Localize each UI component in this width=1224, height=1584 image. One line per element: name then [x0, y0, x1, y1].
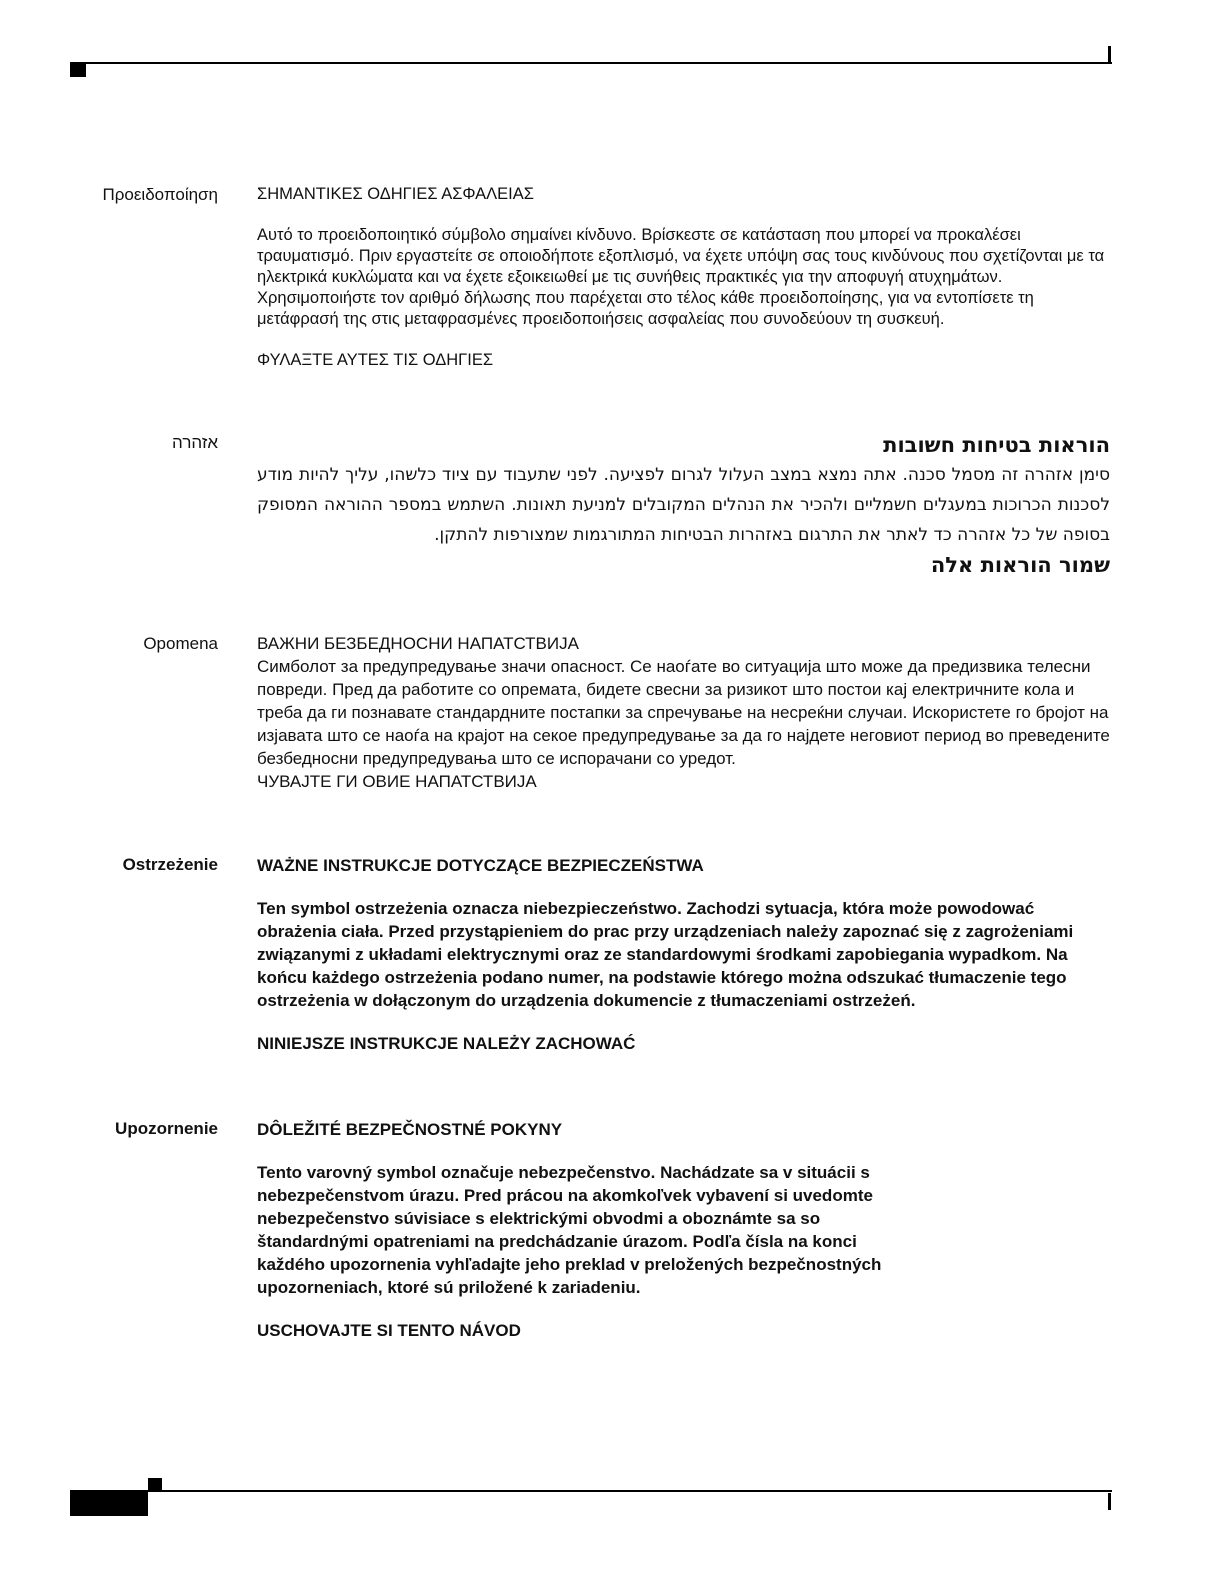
- section-body: Αυτό το προειδοποιητικό σύμβολο σημαίνει κίνδυνο. Βρίσκεστε σε κατάσταση που μπορεί να προκαλέσει τραυματισμό. Πριν εργαστείτε σε οποιοδήποτε εξοπλισμό, να έχετε υπόψη σας τους κινδύνους που σχετίζονται με τα ηλεκτρικά κυκλώματα και να έχετε εξοικειωθεί με τις συνήθεις πρακτικές για την αποφυγή ατυχημάτων. Χρησιμοποιήστε τον αριθμό δήλωσης που παρέχεται στο τέλος κάθε προειδοποίησης, για να εντοπίσετε τη μετάφρασή της στις μεταφρασμένες προειδοποιήσεις ασφαλείας που συνοδεύουν τη συσκευή.: [257, 226, 1105, 328]
- section-body: Симболот за предупредување значи опасност. Се наоѓате во ситуација што може да предизвика телесни повреди. Пред да работите со опремата, бидете свесни за ризикот што постои кај електричните кола и треба да ги познавате стандардните постапки за спречување на несреќни случаи. Искористете го бројот на изјавата што се наоѓа на крајот на секое предупредување за да го најдете неговиот период во преведените безбедносни предупредувања што се испорачани со уредот.: [257, 657, 1110, 768]
- section-label: אזהרה: [172, 433, 218, 452]
- section-footer: NINIEJSZE INSTRUKCJE NALEŻY ZACHOWAĆ: [257, 1034, 636, 1053]
- section-footer: ЧУВАЈТЕ ГИ ОВИЕ НАПАТСТВИЈА: [257, 772, 537, 791]
- section-content: [257, 854, 1110, 1055]
- section-title: DÔLEŽITÉ BEZPEČNOSTNÉ POKYNY: [257, 1120, 563, 1139]
- section-content: [257, 632, 1110, 793]
- footer-right-tick: [1108, 1493, 1111, 1510]
- section-label: Προειδοποίηση: [102, 185, 218, 204]
- section-content: [257, 430, 1110, 580]
- section-title: WAŻNE INSTRUKCJE DOTYCZĄCE BEZPIECZEŃSTWA: [257, 856, 704, 875]
- footer-left-mark: [148, 1478, 162, 1490]
- warning-section-hebrew: [70, 430, 1110, 600]
- warning-section-greek: [70, 184, 1110, 404]
- warning-section-macedonian: [70, 632, 1110, 822]
- section-footer: USCHOVAJTE SI TENTO NÁVOD: [257, 1321, 521, 1340]
- header-right-tick: [1108, 46, 1111, 64]
- section-content: [257, 184, 1110, 371]
- section-title: הוראות בטיחות חשובות: [883, 433, 1110, 457]
- section-label: Ostrzeżenie: [122, 855, 218, 874]
- header-rule: [70, 62, 1112, 64]
- section-footer: שמור הוראות אלה: [930, 553, 1110, 577]
- section-label: Opomena: [143, 634, 218, 653]
- footer-rule: [148, 1490, 1112, 1492]
- section-title: ВАЖНИ БЕЗБЕДНОСНИ НАПАТСТВИЈА: [257, 634, 579, 653]
- section-body: Tento varovný symbol označuje nebezpečenstvo. Nachádzate sa v situácii s nebezpečenstvom úrazu. Pred prácou na akomkoľvek vybavení si uvedomte nebezpečenstvo súvisiace s elektrickými obvodmi a oboznámte sa so štandardnými opatreniami na predchádzanie úrazom. Podľa čísla na konci každého upozornenia vyhľadajte jeho preklad v preložených bezpečnostných upozorneniach, ktoré sú priložené k zariadeniu.: [257, 1163, 882, 1297]
- section-title: ΣΗΜΑΝΤΙΚΕΣ ΟΔΗΓΙΕΣ ΑΣΦΑΛΕΙΑΣ: [257, 185, 534, 203]
- section-content: [257, 1118, 917, 1342]
- section-body: סימן אזהרה זה מסמל סכנה. אתה נמצא במצב העלול לגרום לפציעה. לפני שתעבוד עם ציוד כלשהו, עליך להיות מודע לסכנות הכרוכות במעגלים חשמליים ולהכיר את הנהלים המקובלים למניעת תאונות. השתמש במספר ההוראה המסופק בסופה של כל אזהרה כד לאתר את התרגום באזהרות הבטיחות המתורגמות שמצורפות להתקן.: [257, 465, 1110, 545]
- header-left-mark: [70, 64, 86, 77]
- warning-section-slovak: [70, 1118, 1110, 1378]
- section-label: Upozornenie: [115, 1119, 218, 1138]
- section-footer: ΦΥΛΑΞΤΕ ΑΥΤΕΣ ΤΙΣ ΟΔΗΓΙΕΣ: [257, 351, 494, 369]
- warning-section-polish: [70, 854, 1110, 1094]
- footer-left-block: [70, 1490, 148, 1516]
- section-body: Ten symbol ostrzeżenia oznacza niebezpieczeństwo. Zachodzi sytuacja, która może powodować obrażenia ciała. Przed przystąpieniem do prac przy urządzeniach należy zapoznać się z zagrożeniami związanymi z układami elektrycznymi oraz ze standardowymi środkami zapobiegania wypadkom. Na końcu każdego ostrzeżenia podano numer, na podstawie którego można odszukać tłumaczenie tego ostrzeżenia w dołączonym do urządzenia dokumencie z tłumaczeniami ostrzeżeń.: [257, 899, 1074, 1010]
